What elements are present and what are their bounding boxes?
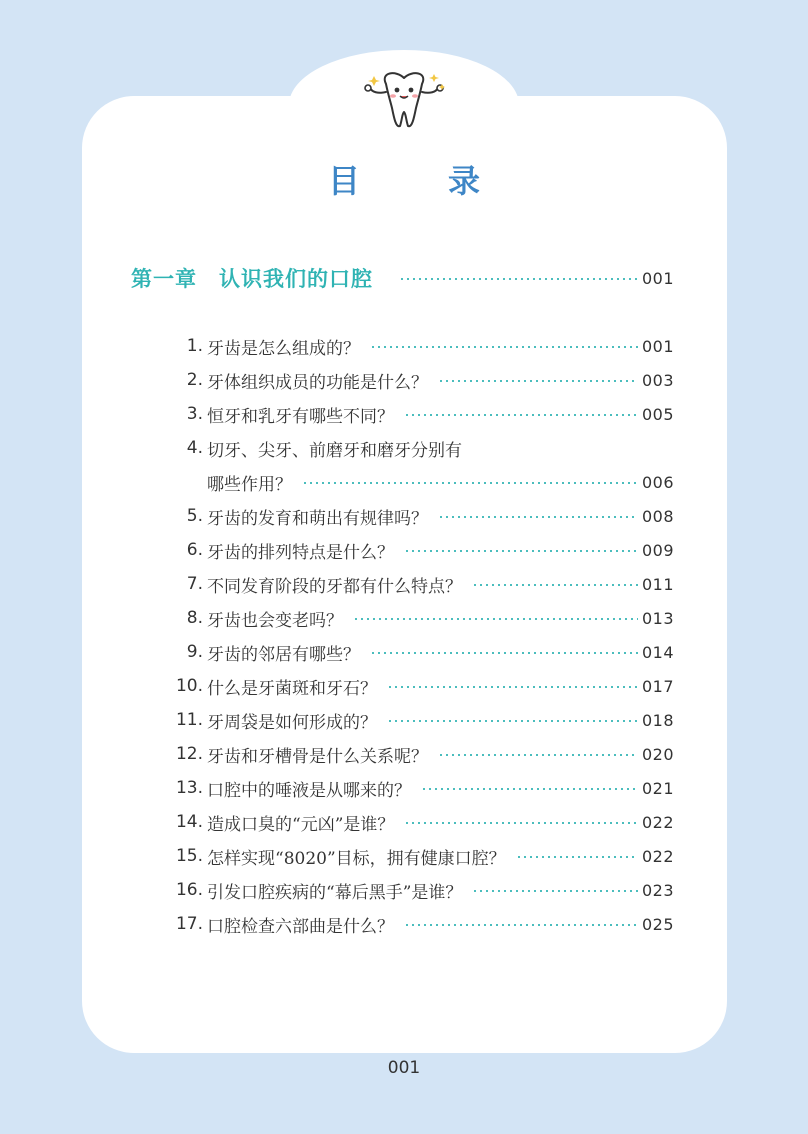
- toc-entry-number: 14.: [175, 812, 203, 832]
- toc-entry-page-number: 011: [642, 574, 675, 594]
- toc-entry-number: 3.: [186, 404, 203, 424]
- toc-entry[interactable]: [0, 875, 808, 905]
- toc-entry-title: 切牙、尖牙、前磨牙和磨牙分别有: [207, 440, 462, 461]
- toc-entry-page-number: 021: [642, 778, 675, 798]
- toc-leader-dots: [421, 788, 638, 790]
- toc-entry[interactable]: [0, 331, 808, 361]
- toc-entry[interactable]: [0, 705, 808, 735]
- toc-leader-dots: [387, 686, 638, 688]
- toc-entry[interactable]: [0, 365, 808, 395]
- toc-entry[interactable]: [0, 569, 808, 599]
- toc-entry[interactable]: [0, 671, 808, 701]
- toc-entry-number: 16.: [175, 880, 203, 900]
- toc-entry-number: 7.: [186, 574, 203, 594]
- toc-entry-page-number: 014: [642, 642, 675, 662]
- toc-entry-number: 11.: [175, 710, 203, 730]
- toc-entry[interactable]: [0, 739, 808, 769]
- toc-entry[interactable]: [0, 773, 808, 803]
- toc-entry[interactable]: [0, 399, 808, 429]
- toc-leader-dots: [302, 482, 638, 484]
- toc-entry-page-number: 003: [642, 370, 675, 390]
- toc-entry-number: 13.: [175, 778, 203, 798]
- chapter-page-number: 001: [642, 268, 675, 288]
- toc-entry[interactable]: [0, 807, 808, 837]
- chapter-label: 第一章 认识我们的口腔: [131, 267, 373, 291]
- toc-entry[interactable]: [0, 603, 808, 633]
- toc-entry-number: 6.: [186, 540, 203, 560]
- toc-leader-dots: [370, 346, 638, 348]
- toc-entry-page-number: 023: [642, 880, 675, 900]
- toc-entry-title: 牙周袋是如何形成的？: [207, 712, 377, 733]
- toc-leader-dots: [404, 414, 638, 416]
- tooth-mascot-icon: [360, 70, 448, 132]
- toc-entry-number: 9.: [186, 642, 203, 662]
- toc-entry-number: 17.: [175, 914, 203, 934]
- toc-leader-dots: [404, 550, 638, 552]
- toc-leader-dots: [370, 652, 638, 654]
- toc-entry-title: 牙齿的邻居有哪些？: [207, 644, 360, 665]
- toc-entry-page-number: 006: [642, 472, 675, 492]
- toc-entry-title: 牙体组织成员的功能是什么？: [207, 372, 428, 393]
- chapter-row: [0, 263, 808, 293]
- toc-entry-title-line2: 哪些作用？: [207, 474, 292, 495]
- toc-leader-dots: [438, 380, 638, 382]
- toc-entry[interactable]: [0, 433, 808, 463]
- toc-entry-title: 口腔中的唾液是从哪来的？: [207, 780, 411, 801]
- toc-entry-page-number: 025: [642, 914, 675, 934]
- toc-entry-number: 5.: [186, 506, 203, 526]
- toc-entry-number: 2.: [186, 370, 203, 390]
- toc-entry[interactable]: [0, 909, 808, 939]
- toc-entry-title: 牙齿是怎么组成的？: [207, 338, 360, 359]
- toc-entry-page-number: 009: [642, 540, 675, 560]
- toc-leader-dots: [353, 618, 638, 620]
- toc-entry[interactable]: [0, 535, 808, 565]
- toc-entry-page-number: 020: [642, 744, 675, 764]
- toc-entry-title: 牙齿和牙槽骨是什么关系呢？: [207, 746, 428, 767]
- toc-entry[interactable]: [0, 501, 808, 531]
- toc-leader-dots: [438, 516, 638, 518]
- toc-leader-dots: [438, 754, 638, 756]
- toc-entry-title: 怎样实现“8020”目标，拥有健康口腔？: [207, 848, 506, 869]
- toc-entry[interactable]: [0, 637, 808, 667]
- toc-entry-title: 造成口臭的“元凶”是谁？: [207, 814, 395, 835]
- toc-leader-dots: [387, 720, 638, 722]
- toc-entry-title: 牙齿也会变老吗？: [207, 610, 343, 631]
- toc-entry-title: 什么是牙菌斑和牙石？: [207, 678, 377, 699]
- toc-entry-number: 4.: [186, 438, 203, 458]
- toc-entry-number: 1.: [186, 336, 203, 356]
- toc-entry-title: 不同发育阶段的牙都有什么特点？: [207, 576, 462, 597]
- toc-entry-title: 恒牙和乳牙有哪些不同？: [207, 406, 394, 427]
- toc-entry-number: 12.: [175, 744, 203, 764]
- toc-entry-page-number: 001: [642, 336, 675, 356]
- page-title: 目 录: [327, 162, 508, 200]
- toc-entry-title: 牙齿的排列特点是什么？: [207, 542, 394, 563]
- toc-leader-dots: [472, 584, 638, 586]
- toc-entry-title: 口腔检查六部曲是什么？: [207, 916, 394, 937]
- toc-entry-title: 牙齿的发育和萌出有规律吗？: [207, 508, 428, 529]
- toc-entry-number: 10.: [175, 676, 203, 696]
- footer-page-number: 001: [387, 1058, 421, 1078]
- toc-entry[interactable]: [0, 841, 808, 871]
- toc-leader-dots: [516, 856, 638, 858]
- toc-entry-page-number: 008: [642, 506, 675, 526]
- toc-entry-page-number: 017: [642, 676, 675, 696]
- chapter-leader-dots: [399, 278, 639, 280]
- toc-entry-page-number: 022: [642, 846, 675, 866]
- toc-entry-continuation[interactable]: [0, 467, 808, 497]
- toc-leader-dots: [472, 890, 638, 892]
- toc-leader-dots: [404, 924, 638, 926]
- toc-entry-title: 引发口腔疾病的“幕后黑手”是谁？: [207, 882, 463, 903]
- toc-leader-dots: [404, 822, 638, 824]
- toc-entry-number: 15.: [175, 846, 203, 866]
- toc-entry-page-number: 018: [642, 710, 675, 730]
- toc-entry-number: 8.: [186, 608, 203, 628]
- toc-entry-page-number: 013: [642, 608, 675, 628]
- toc-entry-page-number: 005: [642, 404, 675, 424]
- toc-entry-page-number: 022: [642, 812, 675, 832]
